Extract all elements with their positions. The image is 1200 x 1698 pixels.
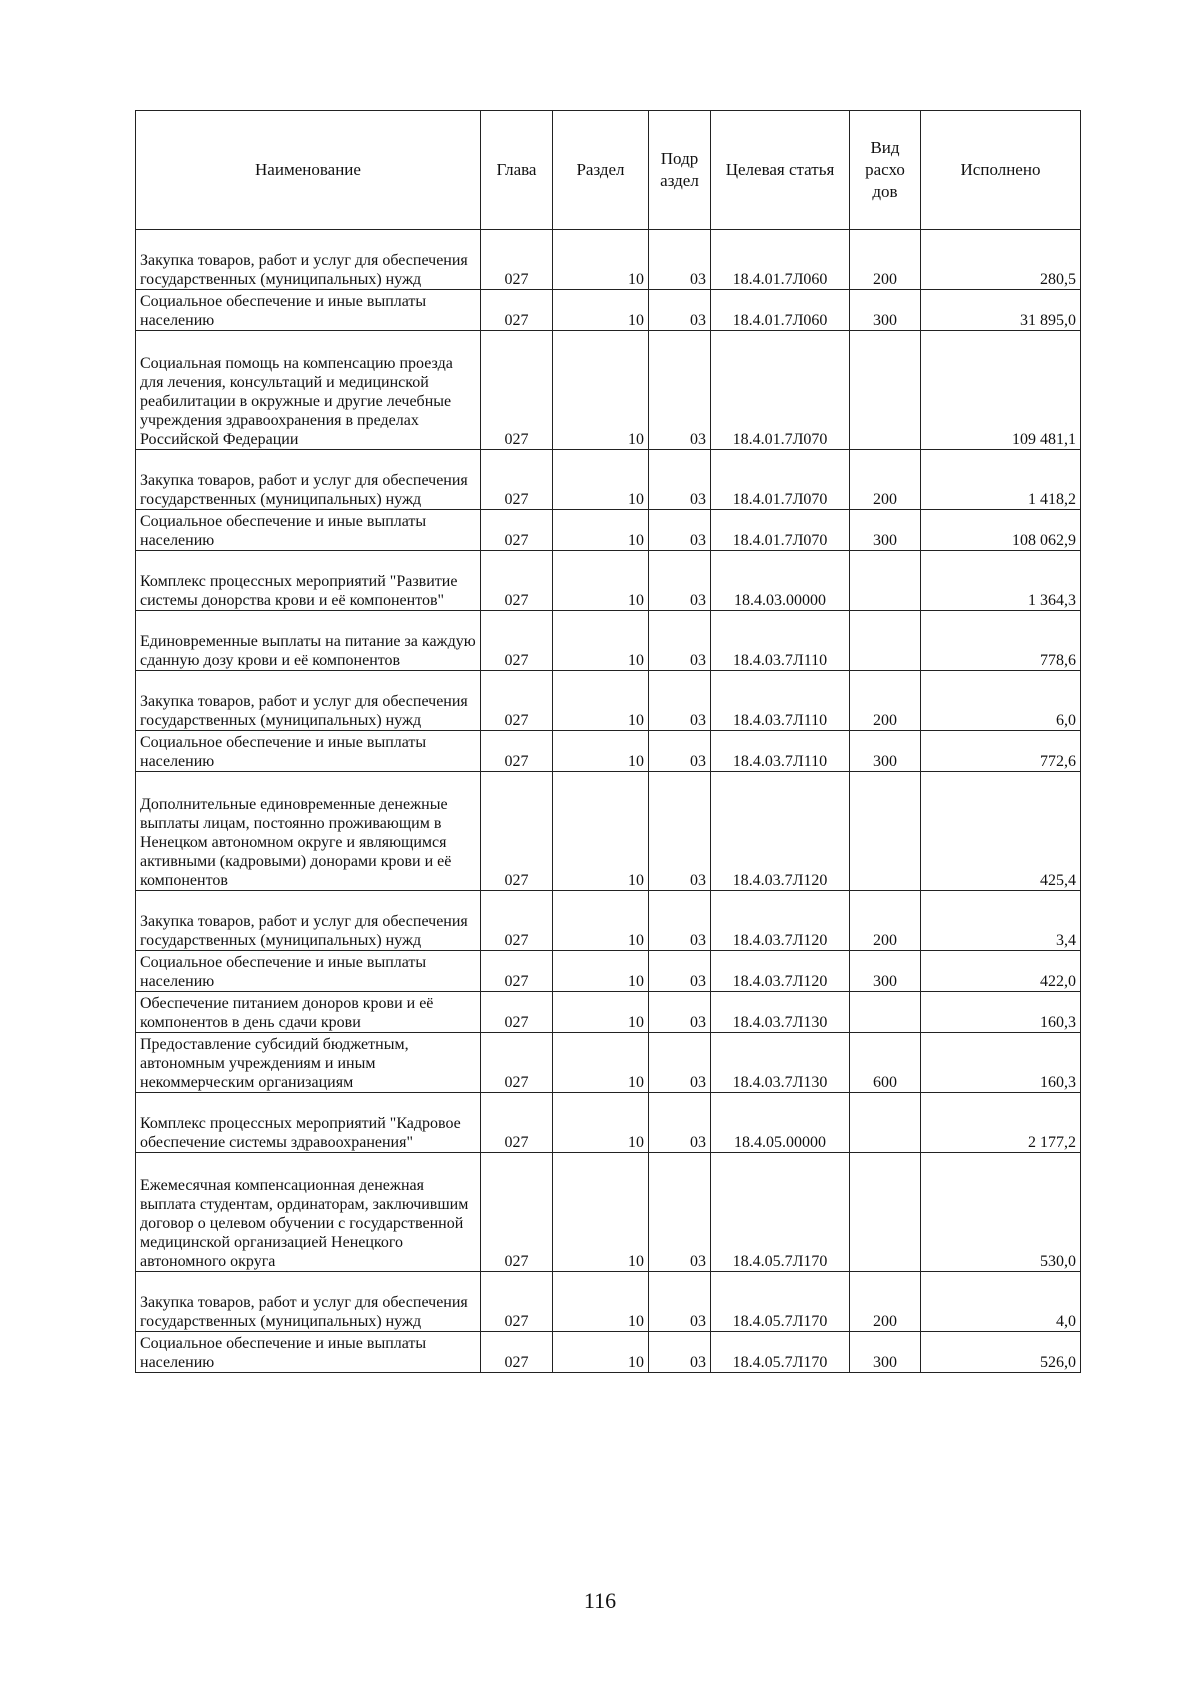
row-podrazdel: 03 [649,1332,711,1373]
table-row [136,450,1081,510]
row-glava: 027 [481,992,553,1033]
row-glava: 027 [481,951,553,992]
row-podrazdel: 03 [649,1272,711,1332]
row-name: Социальная помощь на компенсацию проезда для лечения, консультаций и медицинской реабилитации в окружные и другие лечебные учреждения здравоохранения в пределах Российской Федерации [136,331,481,450]
row-ispolneno: 422,0 [921,951,1081,992]
row-glava: 027 [481,731,553,772]
row-podrazdel: 03 [649,230,711,290]
row-glava: 027 [481,230,553,290]
row-vid-rashodov [850,1093,921,1153]
row-name: Обеспечение питанием доноров крови и её компонентов в день сдачи крови [136,992,481,1033]
row-name: Закупка товаров, работ и услуг для обеспечения государственных (муниципальных) нужд [136,450,481,510]
row-tselevaya-statya: 18.4.03.7Л120 [711,891,850,951]
row-podrazdel: 03 [649,450,711,510]
row-tselevaya-statya: 18.4.01.7Л070 [711,510,850,551]
table-row [136,611,1081,671]
row-name: Закупка товаров, работ и услуг для обеспечения государственных (муниципальных) нужд [136,891,481,951]
table-header-row [136,111,1081,230]
row-podrazdel: 03 [649,510,711,551]
row-glava: 027 [481,1272,553,1332]
row-name: Закупка товаров, работ и услуг для обеспечения государственных (муниципальных) нужд [136,1272,481,1332]
header-name: Наименование [136,111,481,230]
row-name: Социальное обеспечение и иные выплаты населению [136,731,481,772]
table-row [136,1272,1081,1332]
header-ispolneno: Исполнено [921,111,1081,230]
row-podrazdel: 03 [649,1093,711,1153]
row-vid-rashodov: 200 [850,1272,921,1332]
table-row [136,891,1081,951]
row-razdel: 10 [553,1332,649,1373]
row-vid-rashodov: 200 [850,671,921,731]
row-razdel: 10 [553,1153,649,1272]
row-vid-rashodov: 300 [850,510,921,551]
row-glava: 027 [481,510,553,551]
row-razdel: 10 [553,611,649,671]
row-glava: 027 [481,450,553,510]
row-name: Дополнительные единовременные денежные выплаты лицам, постоянно проживающим в Ненецком автономном округе и являющимся активными (кадровыми) донорами крови и её компонентов [136,772,481,891]
row-tselevaya-statya: 18.4.01.7Л060 [711,230,850,290]
row-glava: 027 [481,331,553,450]
row-name: Предоставление субсидий бюджетным, автономным учреждениям и иным некоммерческим организациям [136,1033,481,1093]
table-row [136,551,1081,611]
row-podrazdel: 03 [649,891,711,951]
row-glava: 027 [481,1153,553,1272]
budget-table [135,110,1081,1373]
row-razdel: 10 [553,671,649,731]
row-ispolneno: 530,0 [921,1153,1081,1272]
table-row [136,1153,1081,1272]
header-glava: Глава [481,111,553,230]
row-ispolneno: 160,3 [921,992,1081,1033]
row-glava: 027 [481,891,553,951]
row-glava: 027 [481,671,553,731]
row-razdel: 10 [553,1272,649,1332]
row-name: Единовременные выплаты на питание за каждую сданную дозу крови и её компонентов [136,611,481,671]
table-row [136,331,1081,450]
row-ispolneno: 778,6 [921,611,1081,671]
row-podrazdel: 03 [649,551,711,611]
row-razdel: 10 [553,891,649,951]
row-vid-rashodov: 300 [850,731,921,772]
row-tselevaya-statya: 18.4.03.7Л110 [711,731,850,772]
table-row [136,731,1081,772]
row-tselevaya-statya: 18.4.01.7Л060 [711,290,850,331]
row-podrazdel: 03 [649,290,711,331]
row-tselevaya-statya: 18.4.05.7Л170 [711,1332,850,1373]
row-vid-rashodov [850,772,921,891]
table-row [136,1093,1081,1153]
row-tselevaya-statya: 18.4.03.7Л120 [711,951,850,992]
row-ispolneno: 772,6 [921,731,1081,772]
table-row [136,671,1081,731]
row-razdel: 10 [553,992,649,1033]
row-name: Социальное обеспечение и иные выплаты населению [136,1332,481,1373]
row-glava: 027 [481,1033,553,1093]
row-tselevaya-statya: 18.4.05.7Л170 [711,1272,850,1332]
row-ispolneno: 1 364,3 [921,551,1081,611]
row-ispolneno: 160,3 [921,1033,1081,1093]
table-row [136,951,1081,992]
row-ispolneno: 109 481,1 [921,331,1081,450]
row-name: Закупка товаров, работ и услуг для обеспечения государственных (муниципальных) нужд [136,230,481,290]
row-vid-rashodov: 200 [850,891,921,951]
table-row [136,510,1081,551]
row-vid-rashodov: 300 [850,290,921,331]
table-row [136,290,1081,331]
row-ispolneno: 3,4 [921,891,1081,951]
row-vid-rashodov [850,1153,921,1272]
header-tselevaya-statya: Целевая статья [711,111,850,230]
row-vid-rashodov: 300 [850,951,921,992]
table-row [136,1332,1081,1373]
row-tselevaya-statya: 18.4.01.7Л070 [711,331,850,450]
table-row [136,772,1081,891]
row-ispolneno: 526,0 [921,1332,1081,1373]
row-podrazdel: 03 [649,772,711,891]
header-razdel: Раздел [553,111,649,230]
row-razdel: 10 [553,331,649,450]
row-razdel: 10 [553,450,649,510]
row-razdel: 10 [553,1033,649,1093]
header-podrazdel: Подр аздел [649,111,711,230]
row-razdel: 10 [553,951,649,992]
row-razdel: 10 [553,510,649,551]
row-ispolneno: 108 062,9 [921,510,1081,551]
row-razdel: 10 [553,1093,649,1153]
row-glava: 027 [481,1332,553,1373]
row-tselevaya-statya: 18.4.03.7Л110 [711,671,850,731]
row-name: Комплекс процессных мероприятий "Кадровое обеспечение системы здравоохранения" [136,1093,481,1153]
row-razdel: 10 [553,772,649,891]
row-glava: 027 [481,290,553,331]
row-razdel: 10 [553,731,649,772]
row-podrazdel: 03 [649,951,711,992]
row-ispolneno: 31 895,0 [921,290,1081,331]
row-vid-rashodov: 600 [850,1033,921,1093]
row-tselevaya-statya: 18.4.05.00000 [711,1093,850,1153]
row-name: Комплекс процессных мероприятий "Развитие системы донорства крови и её компонентов" [136,551,481,611]
row-name: Закупка товаров, работ и услуг для обеспечения государственных (муниципальных) нужд [136,671,481,731]
row-podrazdel: 03 [649,731,711,772]
row-tselevaya-statya: 18.4.01.7Л070 [711,450,850,510]
row-podrazdel: 03 [649,611,711,671]
row-ispolneno: 2 177,2 [921,1093,1081,1153]
table-row [136,992,1081,1033]
row-name: Ежемесячная компенсационная денежная выплата студентам, ординаторам, заключившим договор о целевом обучении с государственной медицинской организацией Ненецкого автономного округа [136,1153,481,1272]
row-ispolneno: 425,4 [921,772,1081,891]
header-vid-rashodov: Вид расхо дов [850,111,921,230]
row-vid-rashodov [850,611,921,671]
row-glava: 027 [481,551,553,611]
row-ispolneno: 280,5 [921,230,1081,290]
row-tselevaya-statya: 18.4.03.7Л130 [711,992,850,1033]
row-vid-rashodov: 200 [850,450,921,510]
row-tselevaya-statya: 18.4.03.00000 [711,551,850,611]
row-podrazdel: 03 [649,671,711,731]
row-vid-rashodov [850,331,921,450]
row-glava: 027 [481,611,553,671]
row-ispolneno: 6,0 [921,671,1081,731]
table-row [136,1033,1081,1093]
row-tselevaya-statya: 18.4.05.7Л170 [711,1153,850,1272]
row-podrazdel: 03 [649,331,711,450]
row-name: Социальное обеспечение и иные выплаты населению [136,290,481,331]
row-glava: 027 [481,1093,553,1153]
row-podrazdel: 03 [649,1033,711,1093]
row-razdel: 10 [553,230,649,290]
row-podrazdel: 03 [649,992,711,1033]
row-tselevaya-statya: 18.4.03.7Л120 [711,772,850,891]
page-number: 116 [583,1588,617,1613]
row-vid-rashodov: 200 [850,230,921,290]
row-ispolneno: 1 418,2 [921,450,1081,510]
row-vid-rashodov: 300 [850,1332,921,1373]
row-podrazdel: 03 [649,1153,711,1272]
row-glava: 027 [481,772,553,891]
table-row [136,230,1081,290]
row-razdel: 10 [553,290,649,331]
row-vid-rashodov [850,992,921,1033]
row-ispolneno: 4,0 [921,1272,1081,1332]
row-name: Социальное обеспечение и иные выплаты населению [136,951,481,992]
row-tselevaya-statya: 18.4.03.7Л110 [711,611,850,671]
row-razdel: 10 [553,551,649,611]
row-name: Социальное обеспечение и иные выплаты населению [136,510,481,551]
row-tselevaya-statya: 18.4.03.7Л130 [711,1033,850,1093]
row-vid-rashodov [850,551,921,611]
